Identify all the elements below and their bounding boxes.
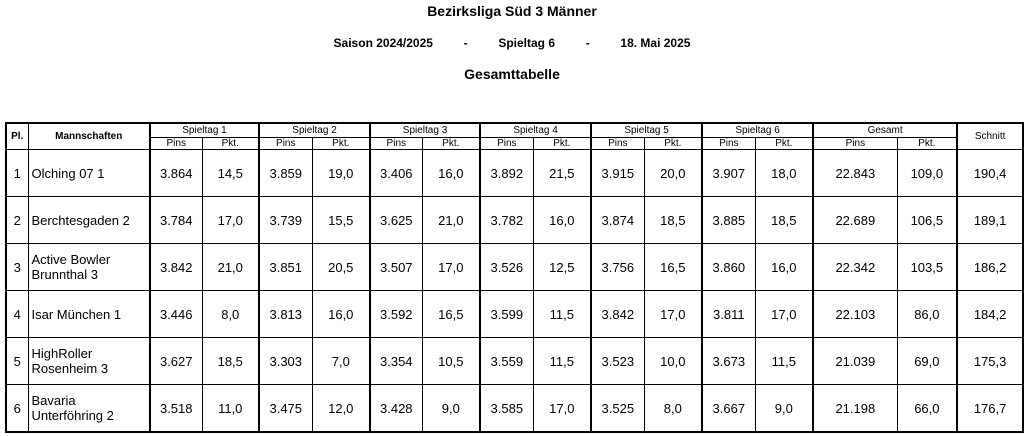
points-cell: 8,0	[644, 385, 702, 433]
points-cell: 21,0	[422, 197, 480, 244]
team-name-cell: HighRoller Rosenheim 3	[28, 338, 150, 385]
points-cell: 10,5	[422, 338, 480, 385]
pins-cell: 3.303	[259, 338, 312, 385]
points-cell: 21,0	[202, 244, 259, 291]
points-cell: 15,5	[312, 197, 370, 244]
pins-cell: 3.446	[150, 291, 202, 338]
pins-cell: 3.842	[150, 244, 202, 291]
subheader-pins: Pins	[370, 138, 422, 150]
pins-cell: 3.813	[259, 291, 312, 338]
points-cell: 11,5	[533, 291, 591, 338]
rank-cell: 3	[6, 244, 28, 291]
pins-cell: 3.599	[480, 291, 533, 338]
pins-cell: 3.507	[370, 244, 422, 291]
table-row	[6, 338, 1023, 385]
header-spieltag-6: Spieltag 6	[702, 123, 813, 138]
points-cell: 11,0	[202, 385, 259, 433]
pins-cell: 3.667	[702, 385, 755, 433]
pins-cell: 3.756	[591, 244, 644, 291]
table-row	[6, 244, 1023, 291]
pins-cell: 3.784	[150, 197, 202, 244]
pins-cell: 3.874	[591, 197, 644, 244]
team-name-cell: Active Bowler Brunnthal 3	[28, 244, 150, 291]
average-cell: 186,2	[957, 244, 1023, 291]
points-cell: 9,0	[422, 385, 480, 433]
pins-cell: 3.860	[702, 244, 755, 291]
pins-cell: 3.811	[702, 291, 755, 338]
header-spieltag-2: Spieltag 2	[259, 123, 370, 138]
pins-cell: 3.428	[370, 385, 422, 433]
pins-cell: 3.585	[480, 385, 533, 433]
total-pins-cell: 22.689	[813, 197, 897, 244]
team-name-cell: Isar München 1	[28, 291, 150, 338]
table-row	[6, 291, 1023, 338]
points-cell: 16,0	[422, 150, 480, 197]
pins-cell: 3.859	[259, 150, 312, 197]
table-subtitle: Gesamttabelle	[464, 66, 560, 82]
points-cell: 8,0	[202, 291, 259, 338]
points-cell: 19,0	[312, 150, 370, 197]
rank-cell: 5	[6, 338, 28, 385]
subheader-pins: Pins	[591, 138, 644, 150]
pins-cell: 3.892	[480, 150, 533, 197]
total-points-cell: 86,0	[897, 291, 957, 338]
subheader-pkt: Pkt.	[422, 138, 480, 150]
subheader-pkt: Pkt.	[755, 138, 813, 150]
total-points-cell: 69,0	[897, 338, 957, 385]
pins-cell: 3.915	[591, 150, 644, 197]
pins-cell: 3.627	[150, 338, 202, 385]
date-label: 18. Mai 2025	[620, 36, 691, 50]
points-cell: 16,0	[312, 291, 370, 338]
average-cell: 184,2	[957, 291, 1023, 338]
total-points-cell: 109,0	[897, 150, 957, 197]
table-row	[6, 197, 1023, 244]
header-spieltag-4: Spieltag 4	[480, 123, 591, 138]
points-cell: 20,0	[644, 150, 702, 197]
points-cell: 17,0	[422, 244, 480, 291]
average-cell: 189,1	[957, 197, 1023, 244]
points-cell: 11,5	[755, 338, 813, 385]
pins-cell: 3.406	[370, 150, 422, 197]
separator: -	[463, 36, 468, 50]
pins-cell: 3.475	[259, 385, 312, 433]
separator: -	[585, 36, 590, 50]
pins-cell: 3.354	[370, 338, 422, 385]
total-points-cell: 66,0	[897, 385, 957, 433]
header-mannschaften: Mannschaften	[28, 123, 150, 150]
header-platz: Pl.	[6, 123, 28, 150]
points-cell: 14,5	[202, 150, 259, 197]
pins-cell: 3.842	[591, 291, 644, 338]
standings-table	[5, 122, 1024, 433]
season-label: Saison 2024/2025	[333, 36, 433, 50]
subheader-pkt: Pkt.	[897, 138, 957, 150]
points-cell: 17,0	[755, 291, 813, 338]
header-gesamt: Gesamt	[813, 123, 957, 138]
total-pins-cell: 21.198	[813, 385, 897, 433]
points-cell: 17,0	[202, 197, 259, 244]
total-pins-cell: 21.039	[813, 338, 897, 385]
table-row	[6, 385, 1023, 433]
points-cell: 11,5	[533, 338, 591, 385]
pins-cell: 3.885	[702, 197, 755, 244]
rank-cell: 2	[6, 197, 28, 244]
subheader-pkt: Pkt.	[533, 138, 591, 150]
pins-cell: 3.907	[702, 150, 755, 197]
pins-cell: 3.525	[591, 385, 644, 433]
header-schnitt: Schnitt	[957, 123, 1023, 150]
total-pins-cell: 22.103	[813, 291, 897, 338]
header-spieltag-1: Spieltag 1	[150, 123, 259, 138]
pins-cell: 3.523	[591, 338, 644, 385]
pins-cell: 3.673	[702, 338, 755, 385]
total-points-cell: 103,5	[897, 244, 957, 291]
points-cell: 16,5	[644, 244, 702, 291]
average-cell: 176,7	[957, 385, 1023, 433]
season-line	[0, 36, 1024, 50]
points-cell: 18,5	[755, 197, 813, 244]
pins-cell: 3.739	[259, 197, 312, 244]
points-cell: 17,0	[644, 291, 702, 338]
subheader-pkt: Pkt.	[202, 138, 259, 150]
team-name-cell: Bavaria Unterföhring 2	[28, 385, 150, 433]
pins-cell: 3.526	[480, 244, 533, 291]
points-cell: 18,5	[644, 197, 702, 244]
points-cell: 18,5	[202, 338, 259, 385]
pins-cell: 3.559	[480, 338, 533, 385]
header-spieltag-5: Spieltag 5	[591, 123, 702, 138]
subheader-pins: Pins	[480, 138, 533, 150]
points-cell: 10,0	[644, 338, 702, 385]
points-cell: 16,5	[422, 291, 480, 338]
pins-cell: 3.625	[370, 197, 422, 244]
pins-cell: 3.518	[150, 385, 202, 433]
points-cell: 12,5	[533, 244, 591, 291]
subheader-pkt: Pkt.	[312, 138, 370, 150]
subheader-pins: Pins	[813, 138, 897, 150]
rank-cell: 4	[6, 291, 28, 338]
points-cell: 21,5	[533, 150, 591, 197]
pins-cell: 3.851	[259, 244, 312, 291]
league-title: Bezirksliga Süd 3 Männer	[427, 3, 597, 19]
points-cell: 12,0	[312, 385, 370, 433]
pins-cell: 3.592	[370, 291, 422, 338]
subheader-pins: Pins	[702, 138, 755, 150]
header-spieltag-3: Spieltag 3	[370, 123, 480, 138]
subheader-pins: Pins	[259, 138, 312, 150]
points-cell: 7,0	[312, 338, 370, 385]
points-cell: 16,0	[755, 244, 813, 291]
points-cell: 18,0	[755, 150, 813, 197]
points-cell: 17,0	[533, 385, 591, 433]
total-points-cell: 106,5	[897, 197, 957, 244]
matchday-label: Spieltag 6	[498, 36, 556, 50]
points-cell: 9,0	[755, 385, 813, 433]
team-name-cell: Berchtesgaden 2	[28, 197, 150, 244]
subheader-pkt: Pkt.	[644, 138, 702, 150]
rank-cell: 6	[6, 385, 28, 433]
pins-cell: 3.864	[150, 150, 202, 197]
pins-cell: 3.782	[480, 197, 533, 244]
total-pins-cell: 22.843	[813, 150, 897, 197]
points-cell: 20,5	[312, 244, 370, 291]
average-cell: 190,4	[957, 150, 1023, 197]
table-row	[6, 150, 1023, 197]
average-cell: 175,3	[957, 338, 1023, 385]
total-pins-cell: 22.342	[813, 244, 897, 291]
rank-cell: 1	[6, 150, 28, 197]
points-cell: 16,0	[533, 197, 591, 244]
subheader-pins: Pins	[150, 138, 202, 150]
team-name-cell: Olching 07 1	[28, 150, 150, 197]
